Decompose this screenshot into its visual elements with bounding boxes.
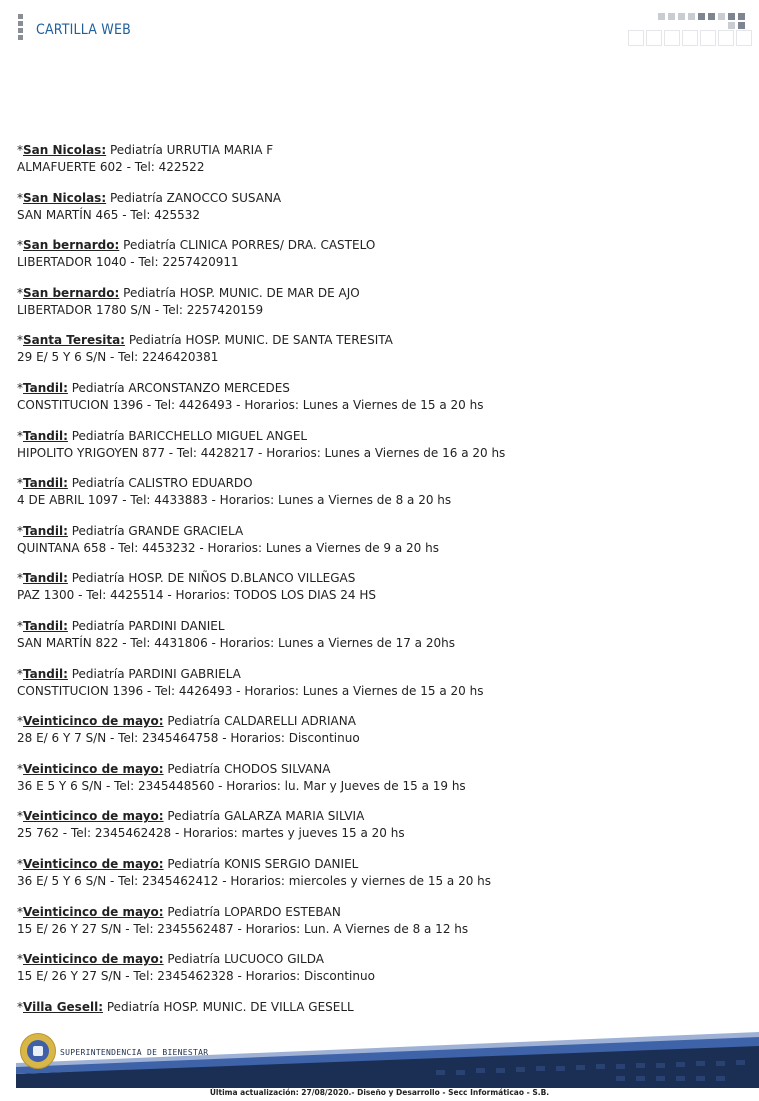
footer-note: Última actualización: 27/08/2020.- Diseño y Desarrollo - Secc Informáticao - S.B. — [209, 1088, 550, 1097]
bullet-marker: * — [17, 285, 23, 300]
provider-heading — [17, 713, 737, 730]
provider-heading — [17, 904, 737, 921]
provider-detail: ALMAFUERTE 602 - Tel: 422522 — [17, 160, 205, 174]
provider-detail: SAN MARTÍN 465 - Tel: 425532 — [17, 207, 201, 222]
bullet-marker: * — [17, 190, 23, 205]
provider-heading — [17, 332, 737, 349]
provider-city: Veinticinco de mayo: — [23, 856, 164, 871]
provider-name: LOPARDO ESTEBAN — [224, 904, 341, 919]
provider-city: Veinticinco de mayo: — [23, 761, 164, 776]
provider-city: Veinticinco de mayo: — [23, 714, 164, 729]
provider-specialty: Pediatría — [123, 285, 176, 300]
provider-entry — [17, 666, 737, 700]
provider-city: San Nicolas: — [23, 190, 107, 205]
provider-detail: 4 DE ABRIL 1097 - Tel: 4433883 - Horarios: Lunes a Viernes de 8 a 20 hs — [17, 493, 452, 508]
provider-heading — [17, 380, 737, 397]
page-header — [0, 0, 759, 60]
provider-name: CALDARELLI ADRIANA — [224, 714, 356, 729]
provider-entry — [17, 142, 737, 176]
provider-name: CHODOS SILVANA — [224, 761, 331, 776]
provider-specialty: Pediatría — [71, 618, 125, 633]
provider-specialty: Pediatría — [167, 952, 221, 967]
organization-name: SUPERINTENDENCIA DE BIENESTAR — [60, 1048, 209, 1057]
bullet-marker: * — [17, 952, 23, 967]
provider-detail: QUINTANA 658 - Tel: 4453232 - Horarios: Lunes a Viernes de 9 a 20 hs — [17, 540, 439, 555]
provider-entry — [17, 570, 737, 604]
provider-heading — [17, 428, 737, 445]
bullet-marker: * — [17, 714, 23, 729]
provider-name: URRUTIA MARIA F — [166, 143, 274, 157]
provider-name: ARCONSTANZO MERCEDES — [128, 380, 290, 395]
provider-entry — [17, 999, 737, 1016]
provider-detail: CONSTITUCION 1396 - Tel: 4426493 - Horarios: Lunes a Viernes de 15 a 20 hs — [17, 397, 484, 412]
provider-name: CALISTRO EDUARDO — [128, 476, 253, 491]
organization-seal-icon — [20, 1033, 56, 1069]
provider-city: Veinticinco de mayo: — [23, 952, 164, 967]
page-title: CARTILLA WEB — [36, 22, 131, 38]
provider-city: Tandil: — [23, 618, 68, 633]
provider-city: San Nicolas: — [23, 143, 107, 157]
provider-entry — [17, 856, 737, 890]
provider-entry — [17, 904, 737, 938]
decorative-grid-icon — [628, 8, 753, 48]
provider-detail: 25 762 - Tel: 2345462428 - Horarios: martes y jueves 15 a 20 hs — [17, 826, 405, 841]
provider-detail: LIBERTADOR 1040 - Tel: 2257420911 — [17, 255, 239, 270]
bullet-marker: * — [17, 333, 23, 348]
provider-entry — [17, 428, 737, 462]
provider-specialty: Pediatría — [71, 428, 125, 443]
provider-name: KONIS SERGIO DANIEL — [224, 856, 359, 871]
provider-heading — [17, 999, 737, 1016]
provider-city: Veinticinco de mayo: — [23, 809, 164, 824]
provider-detail: HIPOLITO YRIGOYEN 877 - Tel: 4428217 - Horarios: Lunes a Viernes de 16 a 20 hs — [17, 445, 506, 460]
provider-specialty: Pediatría — [123, 238, 176, 253]
provider-detail: SAN MARTÍN 822 - Tel: 4431806 - Horarios: Lunes a Viernes de 17 a 20hs — [17, 635, 455, 650]
footer-band — [16, 1030, 759, 1088]
provider-city: Tandil: — [23, 380, 68, 395]
provider-list — [17, 142, 737, 1029]
provider-entry — [17, 332, 737, 366]
bullet-marker: * — [17, 809, 23, 824]
provider-heading — [17, 237, 737, 254]
provider-name: HOSP. MUNIC. DE SANTA TERESITA — [185, 333, 393, 348]
provider-detail: CONSTITUCION 1396 - Tel: 4426493 - Horarios: Lunes a Viernes de 15 a 20 hs — [17, 683, 484, 698]
provider-specialty: Pediatría — [71, 571, 125, 586]
bullet-marker: * — [17, 761, 23, 776]
provider-city: Veinticinco de mayo: — [23, 904, 164, 919]
provider-entry — [17, 761, 737, 795]
bullet-marker: * — [17, 904, 23, 919]
provider-detail: 28 E/ 6 Y 7 S/N - Tel: 2345464758 - Horarios: Discontinuo — [17, 731, 360, 746]
provider-heading — [17, 666, 737, 683]
provider-specialty: Pediatría — [167, 809, 221, 824]
provider-entry — [17, 713, 737, 747]
provider-name: PARDINI GABRIELA — [128, 666, 241, 681]
bullet-marker: * — [17, 428, 23, 443]
provider-name: CLINICA PORRES/ DRA. CASTELO — [179, 238, 376, 253]
provider-specialty: Pediatría — [109, 190, 163, 205]
page-footer — [0, 1030, 759, 1101]
provider-detail: 36 E/ 5 Y 6 S/N - Tel: 2345462412 - Horarios: miercoles y viernes de 15 a 20 hs — [17, 873, 492, 888]
bullet-marker: * — [17, 238, 23, 253]
provider-heading — [17, 190, 737, 207]
provider-entry — [17, 237, 737, 271]
provider-specialty: Pediatría — [167, 761, 221, 776]
provider-heading — [17, 761, 737, 778]
provider-specialty: Pediatría — [71, 476, 125, 491]
provider-specialty: Pediatría — [167, 714, 221, 729]
provider-specialty: Pediatría — [109, 143, 163, 157]
provider-specialty: Pediatría — [128, 333, 182, 348]
provider-city: Tandil: — [23, 428, 68, 443]
provider-entry — [17, 190, 737, 224]
provider-heading — [17, 570, 737, 587]
bullet-marker: * — [17, 380, 23, 395]
provider-heading — [17, 856, 737, 873]
bullet-marker: * — [17, 143, 23, 157]
provider-heading — [17, 475, 737, 492]
provider-heading — [17, 618, 737, 635]
provider-city: Tandil: — [23, 523, 68, 538]
bullet-marker: * — [17, 571, 23, 586]
provider-city: Tandil: — [23, 476, 68, 491]
provider-entry — [17, 808, 737, 842]
provider-city: Villa Gesell: — [23, 999, 103, 1014]
provider-specialty: Pediatría — [167, 856, 221, 871]
provider-heading — [17, 808, 737, 825]
provider-name: PARDINI DANIEL — [128, 618, 225, 633]
bullet-marker: * — [17, 523, 23, 538]
provider-name: GRANDE GRACIELA — [128, 523, 244, 538]
bullet-marker: * — [17, 999, 23, 1014]
bullet-marker: * — [17, 618, 23, 633]
provider-entry — [17, 618, 737, 652]
provider-specialty: Pediatría — [167, 904, 221, 919]
provider-name: HOSP. MUNIC. DE MAR DE AJO — [179, 285, 360, 300]
provider-specialty: Pediatría — [71, 666, 125, 681]
bullet-marker: * — [17, 856, 23, 871]
provider-name: GALARZA MARIA SILVIA — [224, 809, 365, 824]
provider-specialty: Pediatría — [71, 523, 125, 538]
bullet-marker: * — [17, 666, 23, 681]
provider-name: ZANOCCO SUSANA — [166, 190, 282, 205]
provider-name: HOSP. MUNIC. DE VILLA GESELL — [163, 999, 354, 1014]
provider-heading — [17, 285, 737, 302]
provider-heading — [17, 523, 737, 540]
provider-heading — [17, 951, 737, 968]
provider-entry — [17, 285, 737, 319]
provider-name: BARICCHELLO MIGUEL ANGEL — [128, 428, 308, 443]
provider-detail: LIBERTADOR 1780 S/N - Tel: 2257420159 — [17, 302, 264, 317]
provider-specialty: Pediatría — [71, 380, 125, 395]
provider-detail: 15 E/ 26 Y 27 S/N - Tel: 2345462328 - Horarios: Discontinuo — [17, 969, 375, 984]
provider-entry — [17, 475, 737, 509]
brand-mark-icon — [18, 14, 23, 46]
provider-entry — [17, 951, 737, 985]
provider-specialty: Pediatría — [106, 999, 160, 1014]
provider-city: San bernardo: — [23, 238, 120, 253]
provider-detail: 15 E/ 26 Y 27 S/N - Tel: 2345562487 - Horarios: Lun. A Viernes de 8 a 12 hs — [17, 921, 469, 936]
provider-detail: PAZ 1300 - Tel: 4425514 - Horarios: TODOS LOS DIAS 24 HS — [17, 588, 377, 603]
provider-detail: 36 E 5 Y 6 S/N - Tel: 2345448560 - Horarios: lu. Mar y Jueves de 15 a 19 hs — [17, 778, 466, 793]
provider-detail: 29 E/ 5 Y 6 S/N - Tel: 2246420381 — [17, 350, 219, 365]
provider-city: San bernardo: — [23, 285, 120, 300]
provider-heading — [17, 142, 737, 159]
provider-entry — [17, 523, 737, 557]
provider-city: Santa Teresita: — [23, 333, 125, 348]
provider-city: Tandil: — [23, 571, 68, 586]
bullet-marker: * — [17, 476, 23, 491]
provider-name: HOSP. DE NIÑOS D.BLANCO VILLEGAS — [128, 571, 356, 586]
provider-name: LUCUOCO GILDA — [224, 952, 324, 967]
provider-entry — [17, 380, 737, 414]
provider-city: Tandil: — [23, 666, 68, 681]
